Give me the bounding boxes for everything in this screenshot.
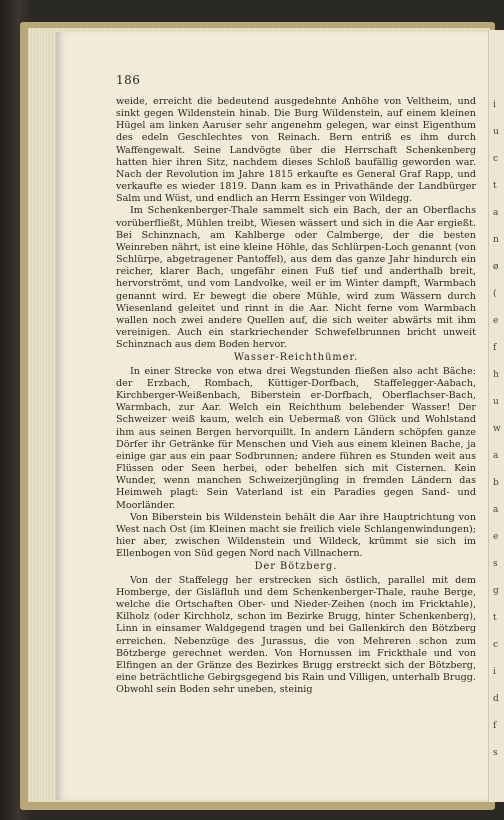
paragraph: In einer Strecke von etwa drei Wegstunden fließen also acht Bäche: der Erzbach, Rombach, Küttiger-Dorfbach, Staffelegger-Aabach, Kirchberger-Weißenbach, Biberstein er-Dorfbach, Oberflachser-Bach, Warmbach, zur Aar. Welch ein Reichthum belebender Wasser! Der Schweizer weiß kaum, welch ein Uebermaß von Glück und Wohlstand ihm aus seinen Bergen hervorquillt. In andern Ländern schöpfen ganze Dörfer ihr Getränke für Menschen und Vieh aus einem kleinen Bache, ja einige gar aus ein paar Sodbrunnen; andere führen es Stunden weit aus Flüssen oder Seen herbei, oder behelfen sich mit Cisternen. Kein Wunder, wenn manchen Schweizerjüngling in fremden Ländern das Heimweh plagt: Sein Vaterland ist ein Paradies gegen Sand- und Moorländer. <box>116 365 476 511</box>
facing-page-letter: s <box>493 748 498 758</box>
facing-page-letter: h <box>493 370 499 380</box>
paragraph: weide, erreicht die bedeutend ausgedehnte Anhöhe von Veltheim, und sinkt gegen Wildenstein hinab. Die Burg Wildenstein, auf einem kleinen Hügel am linken Aaruser sehr angenehm gelegen, war einst Eigenthum des edeln Geschlechtes von Reinach. Bern entriß es ihm durch Waffengewalt. Seine Landvögte über die Herrschaft Schenkenberg hatten hier ihren Sitz, nachdem dieses Schloß baufällig geworden war. Nach der Revolution im Jahre 1815 erkaufte es General Graf Rapp, und verkaufte es wieder 1819. Dann kam es in Privathände der Landbürger Salm und Wüst, und endlich an Herrn Essinger von Wildegg. <box>116 96 476 205</box>
section-heading: Der Bötzberg. <box>254 561 338 573</box>
paragraph: Im Schenkenberger-Thale sammelt sich ein Bach, der an Oberflachs vorüberfließt, Mühlen treibt, Wiesen wässert und sich in die Aar ergießt. Bei Schinznach, am Kahlberge oder Calmberge, der die besten Weinreben nährt, ist eine kleine Höhle, das Schlürpen-Loch genannt (von Schlürpe, abgetragener Pantoffel), aus dem das ganze Jahr hindurch ein reicher, klarer Bach, ungefähr einen Fuß tief und anderthalb breit, hervorströmt, und vom Landvolke, weil er im Winter dampft, Warmbach genannt wird. Er bewegt die obere Mühle, wird zum Wässern durch Wiesenland geleitet und rinnt in die Aar. Nicht ferne vom Warmbach wallen noch zwei andere Quellen auf, die sich weiter abwärts mit ihm vereinigen. Auch ein starkriechender Schwefelbrunnen bricht unweit Schinznach aus dem Boden hervor. <box>116 205 476 351</box>
facing-page-letter: g <box>493 586 499 596</box>
paragraph: Von der Staffelegg her erstrecken sich östlich, parallel mit dem Homberge, der Gisläfluh und dem Schenkenberger-Thale, rauhe Berge, welche die Ortschaften Ober- und Nieder-Zeihen (noch im Fricktahle), Kilholz (oder Kirchholz, schon im Bezirke Brugg, hinter Schenkenberg), Linn in einsamer Waldgegend tragen und bei Gallenkirch den Bötzberg erreichen. Nebenzüge des Jurassus, die von Mehreren schon zum Bötzberge gerechnet werden. Von Hornussen im Frickthale und von Elfingen an der Gränze des Bezirkes Brugg erstreckt sich der Bötzberg, eine beträchtliche Gebirgsgegend bis Rain und Villigen, unterhalb Brugg. Obwohl sein Boden sehr uneben, steinig <box>116 574 476 696</box>
facing-page-letter: t <box>493 181 497 191</box>
facing-page-letter: s <box>493 559 498 569</box>
facing-page-letter: i <box>493 667 496 677</box>
facing-page-letter: t <box>493 613 497 623</box>
facing-page-letter: i <box>493 100 496 110</box>
facing-page-letter: n <box>493 235 499 245</box>
section-heading: Wasser-Reichthümer. <box>233 352 359 364</box>
facing-page-edge <box>488 30 504 802</box>
facing-page-letter: ø <box>493 262 499 272</box>
facing-page-letter: w <box>493 424 501 434</box>
facing-page-letter: a <box>493 505 499 515</box>
page-number: 186 <box>116 73 141 87</box>
page-text <box>116 96 476 696</box>
facing-page-letter: ( <box>493 289 497 299</box>
facing-page-letter: e <box>493 532 499 542</box>
facing-page-letter: f <box>493 721 497 731</box>
facing-page-letter: e <box>493 316 499 326</box>
facing-page-letter: c <box>493 154 499 164</box>
facing-page-letter: c <box>493 640 499 650</box>
facing-page-letter: d <box>493 694 499 704</box>
facing-page-letter: a <box>493 208 499 218</box>
facing-page-letter: u <box>493 397 499 407</box>
facing-page-letter: u <box>493 127 499 137</box>
facing-page-letter: b <box>493 478 499 488</box>
facing-page-letter: f <box>493 343 497 353</box>
paragraph: Von Biberstein bis Wildenstein behält die Aar ihre Hauptrichtung von West nach Ost (im Kleinen macht sie freilich viele Schlangenwindungen); hier aber, zwischen Wildenstein und Wildeck, krümmt sie sich im Ellenbogen von Süd gegen Nord nach Villnachern. <box>116 511 476 560</box>
facing-page-letter: a <box>493 451 499 461</box>
